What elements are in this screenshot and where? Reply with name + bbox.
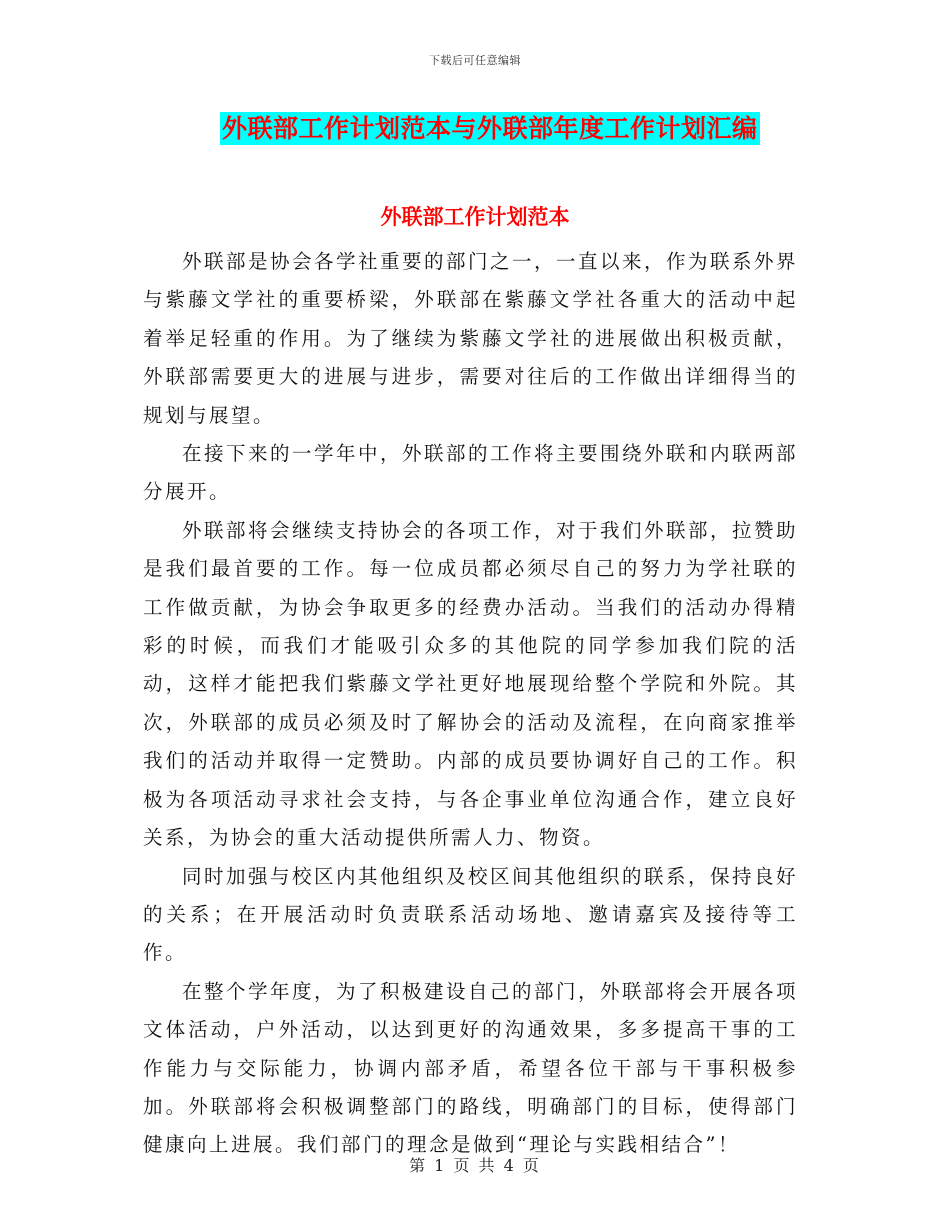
header-note: 下载后可任意编辑 <box>429 54 521 67</box>
paragraph-3: 外联部将会继续支持协会的各项工作，对于我们外联部，拉赞助是我们最首要的工作。每一位成员都必须尽自己的努力为学社联的工作做贡献，为协会争取更多的经费办活动。当我们的活动办得精彩的时候，而我们才能吸引众多的其他院的同学参加我们院的活动，这样才能把我们紫藤文学社更好地展现给整个学院和外院。其次，外联部的成员必须及时了解协会的活动及流程，在向商家推举我们的活动并取得一定赞助。内部的成员要协调好自己的工作。积极为各项活动寻求社会支持，与各企事业单位沟通合作，建立良好关系，为协会的重大活动提供所需人力、物资。 <box>143 518 799 850</box>
paragraph-4: 同时加强与校区内其他组织及校区间其他组织的联系，保持良好的关系；在开展活动时负责联系活动场地、邀请嘉宾及接待等工作。 <box>143 864 799 965</box>
document-title: 外联部工作计划范本与外联部年度工作计划汇编 <box>222 114 758 143</box>
paragraph-5: 在整个学年度，为了积极建设自己的部门，外联部将会开展各项文体活动，户外活动，以达到更好的沟通效果，多多提高干事的工作能力与交际能力，协调内部矛盾，希望各位干部与干事积极参加。外联部将会积极调整部门的路线，明确部门的目标，使得部门健康向上进展。我们部门的理念是做到“理论与实践相结合”！ <box>143 979 799 1157</box>
paragraph-2: 在接下来的一学年中，外联部的工作将主要围绕外联和内联两部分展开。 <box>143 442 799 504</box>
document-title-container <box>220 112 775 145</box>
paragraph-1: 外联部是协会各学社重要的部门之一，一直以来，作为联系外界与紫藤文学社的重要桥梁，外联部在紫藤文学社各重大的活动中起着举足轻重的作用。为了继续为紫藤文学社的进展做出积极贡献，外联部需要更大的进展与进步，需要对往后的工作做出详细得当的规划与展望。 <box>143 250 799 427</box>
page-number-footer: 第 1 页 共 4 页 <box>409 1156 541 1175</box>
section-title: 外联部工作计划范本 <box>380 204 570 229</box>
document-body <box>143 217 798 1165</box>
